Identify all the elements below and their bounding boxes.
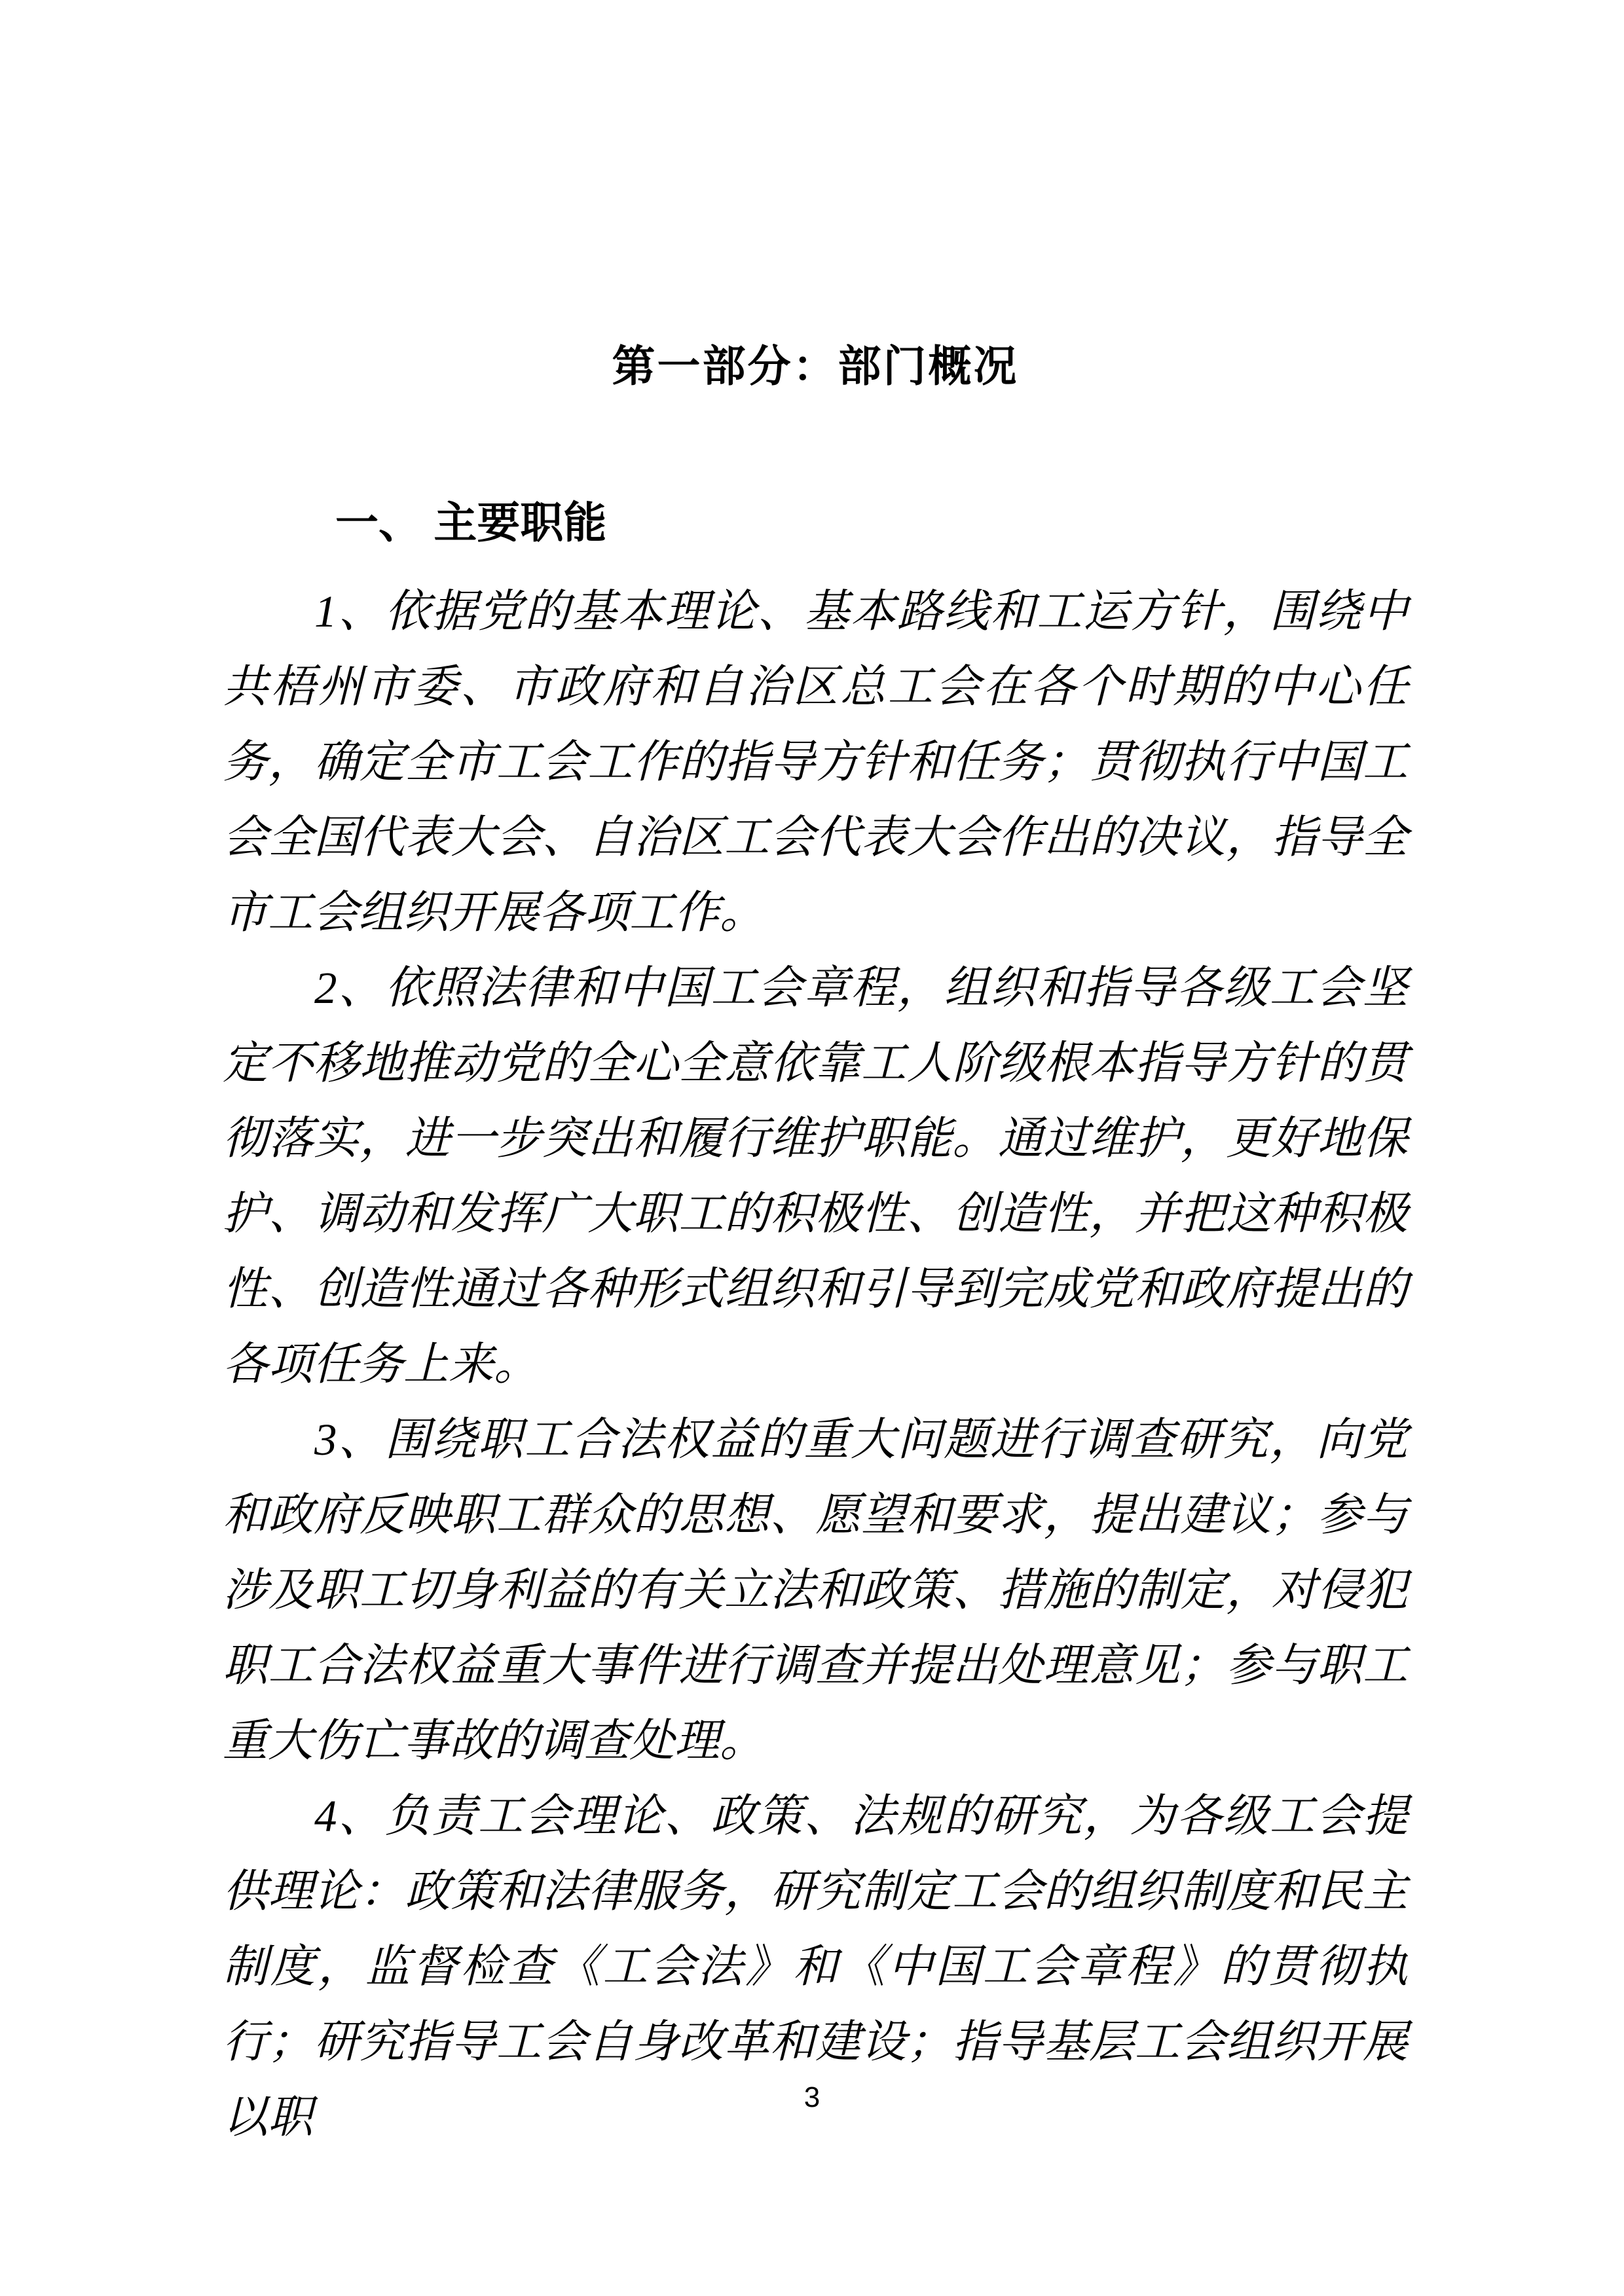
paragraph-3: 3、围绕职工合法权益的重大问题进行调查研究，向党和政府反映职工群众的思想、愿望和要求，提出建议；参与涉及职工切身利益的有关立法和政策、措施的制定，对侵犯职工合法权益重大事件进行调查并提出处理意见；参与职工重大伤亡事故的调查处理。 [223, 1415, 1408, 1766]
page-number: 3 [803, 2081, 821, 2113]
document-content [223, 0, 1408, 2155]
body-text [223, 574, 1408, 2155]
paragraph-4: 4、负责工会理论、政策、法规的研究，为各级工会提供理论：政策和法律服务，研究制定工会的组织制度和民主制度，监督检查《工会法》和《中国工会章程》的贯彻执行；研究指导工会自身改革和建设；指导基层工会组织开展以职 [223, 1791, 1408, 2142]
document-title: 第一部分：部门概况 [612, 342, 1019, 390]
paragraph-1: 1、依据党的基本理论、基本路线和工运方针，围绕中共梧州市委、市政府和自治区总工会在各个时期的中心任务，确定全市工会工作的指导方针和任务；贯彻执行中国工会全国代表大会、自治区工会代表大会作出的决议，指导全市工会组织开展各项工作。 [223, 587, 1408, 938]
paragraph-2: 2、依照法律和中国工会章程，组织和指导各级工会坚定不移地推动党的全心全意依靠工人阶级根本指导方针的贯彻落实，进一步突出和履行维护职能。通过维护，更好地保护、调动和发挥广大职工的积极性、创造性，并把这种积极性、创造性通过各种形式组织和引导到完成党和政府提出的各项任务上来。 [223, 963, 1408, 1389]
section-heading-main-functions: 一、 主要职能 [335, 498, 607, 547]
